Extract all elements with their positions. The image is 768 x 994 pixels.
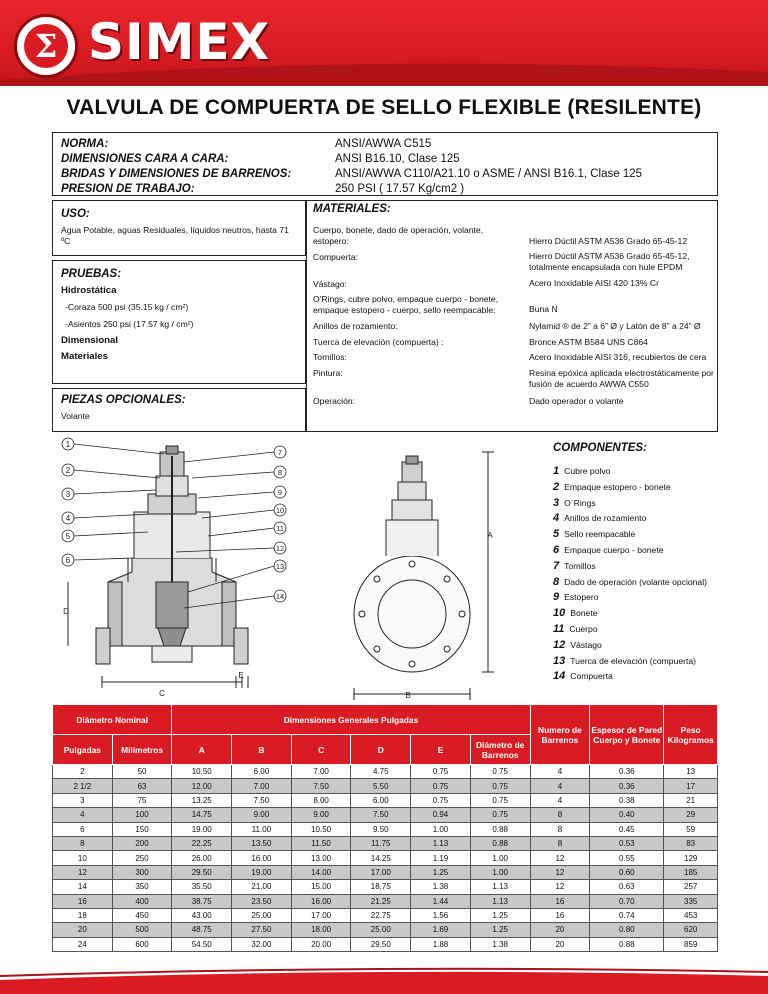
table-cell: 7.50 <box>351 808 411 822</box>
table-cell: 7.00 <box>291 765 351 779</box>
pruebas-dimensional: Dimensional <box>61 335 119 346</box>
dim-label-d: D <box>63 607 69 616</box>
component-item <box>553 464 707 480</box>
table-cell: 0.88 <box>590 937 664 951</box>
table-cell: 50 <box>112 765 172 779</box>
component-name: Compuerta <box>570 671 613 682</box>
uso-box <box>52 200 306 256</box>
table-cell: 7.50 <box>291 779 351 793</box>
table-row <box>53 908 718 922</box>
table-cell: 10 <box>53 851 113 865</box>
component-number: 14 <box>553 670 566 683</box>
table-cell: 4 <box>530 765 590 779</box>
spec-label: NORMA: <box>61 138 109 150</box>
table-cell: 0.75 <box>411 765 471 779</box>
table-cell: 16 <box>530 908 590 922</box>
component-number: 6 <box>553 543 560 556</box>
component-name: Tuerca de elevación (compuerta) <box>570 655 697 666</box>
table-cell: 43.00 <box>172 908 232 922</box>
header-milimetros: Milímetros <box>112 735 172 765</box>
table-cell: 26.00 <box>172 851 232 865</box>
table-cell: 1.38 <box>411 880 471 894</box>
material-spec: Acero Inoxidable AISI 316, recubiertos de cera <box>529 352 707 362</box>
table-row <box>53 851 718 865</box>
header-c: C <box>291 735 351 765</box>
table-cell: 27.50 <box>232 923 292 937</box>
component-item <box>553 622 707 638</box>
header-d: D <box>351 735 411 765</box>
table-cell: 20 <box>530 923 590 937</box>
table-cell: 19.00 <box>172 822 232 836</box>
callout-13: 13 <box>275 562 285 571</box>
table-cell: 1.56 <box>411 908 471 922</box>
material-spec: Hierro Dúctil ASTM A536 Grado 65-45-12, totalmente encapsulada con hule EPDM <box>529 251 690 272</box>
material-part: O'Rings, cubre polvo, empaque cuerpo - bonete, empaque estopero - cuerpo, sello reempacable: <box>313 294 499 315</box>
uso-text: Agua Potable, aguas Residuales, líquidos neutros, hasta 71 ºC <box>61 225 289 246</box>
callout-14: 14 <box>275 592 285 601</box>
table-row <box>53 865 718 879</box>
table-cell: 18.00 <box>291 923 351 937</box>
table-cell: 1.44 <box>411 894 471 908</box>
header-diam-nominal: Diámetro Nominal <box>53 705 172 735</box>
header-dims-generales: Dimensiones Generales Pulgadas <box>172 705 530 735</box>
table-cell: 8 <box>53 836 113 850</box>
table-cell: 0.70 <box>590 894 664 908</box>
component-name: Vástago <box>570 639 602 650</box>
table-cell: 1.00 <box>411 822 471 836</box>
spec-label: BRIDAS Y DIMENSIONES DE BARRENOS: <box>61 168 292 180</box>
component-number: 8 <box>553 575 560 588</box>
table-cell: 48.75 <box>172 923 232 937</box>
table-row <box>53 808 718 822</box>
table-cell: 5.50 <box>351 779 411 793</box>
table-cell: 4 <box>530 793 590 807</box>
table-cell: 14 <box>53 880 113 894</box>
table-cell: 0.36 <box>590 765 664 779</box>
spec-label: DIMENSIONES CARA A CARA: <box>61 153 229 165</box>
table-cell: 400 <box>112 894 172 908</box>
pruebas-asientos: -Asientos 250 psi (17.57 kg / cm²) <box>65 319 194 329</box>
spec-value: ANSI B16.10, Clase 125 <box>335 153 460 165</box>
table-cell: 25.00 <box>351 923 411 937</box>
pruebas-coraza: -Coraza 500 psi (35.15 kg / cm²) <box>65 302 189 312</box>
component-number: 13 <box>553 654 566 667</box>
table-cell: 18 <box>53 908 113 922</box>
pruebas-box <box>52 260 306 384</box>
table-cell: 20 <box>53 923 113 937</box>
material-part: Pintura: <box>313 368 343 378</box>
component-name: Cuerpo <box>569 623 598 634</box>
header-espesor: Espesor de Pared Cuerpo y Bonete <box>590 705 664 765</box>
component-name: O´Rings <box>564 497 596 508</box>
table-cell: 1.13 <box>411 836 471 850</box>
table-cell: 257 <box>664 880 718 894</box>
valve-drawing <box>52 432 522 702</box>
table-cell: 300 <box>112 865 172 879</box>
table-cell: 0.36 <box>590 779 664 793</box>
material-spec: Nylamid ® de 2” a 6” Ø y Latón de 8” a 24” Ø <box>529 321 701 331</box>
dimensions-table <box>52 704 718 952</box>
table-row <box>53 894 718 908</box>
component-name: Anillos de rozamiento <box>564 513 647 524</box>
table-row <box>53 779 718 793</box>
table-cell: 16.00 <box>232 851 292 865</box>
table-cell: 1.25 <box>411 865 471 879</box>
material-spec: Acero Inoxidable AISI 420 13% Cr <box>529 278 659 288</box>
footer-band <box>0 966 768 994</box>
table-cell: 14.75 <box>172 808 232 822</box>
table-cell: 6 <box>53 822 113 836</box>
table-cell: 185 <box>664 865 718 879</box>
header-a: A <box>172 735 232 765</box>
table-cell: 12 <box>530 865 590 879</box>
material-spec: Hierro Dúctil ASTM A536 Grado 65-45-12 <box>529 236 688 246</box>
component-name: Empaque cuerpo - bonete <box>564 544 664 555</box>
spec-labels <box>61 137 291 197</box>
component-item <box>553 590 707 606</box>
table-cell: 1.69 <box>411 923 471 937</box>
header-num-barrenos: Numero de Barrenos <box>530 705 590 765</box>
component-name: Estopero <box>564 592 599 603</box>
dim-label-c: C <box>159 689 165 698</box>
table-cell: 16 <box>53 894 113 908</box>
spec-values <box>335 137 642 197</box>
table-cell: 3 <box>53 793 113 807</box>
table-cell: 450 <box>112 908 172 922</box>
table-cell: 17.00 <box>291 908 351 922</box>
component-number: 9 <box>553 591 560 604</box>
table-cell: 35.50 <box>172 880 232 894</box>
spec-label: PRESION DE TRABAJO: <box>61 183 195 195</box>
table-cell: 13.50 <box>232 836 292 850</box>
table-cell: 59 <box>664 822 718 836</box>
callout-5: 5 <box>65 532 71 541</box>
table-cell: 16 <box>530 894 590 908</box>
material-part: Vástago: <box>313 279 347 289</box>
componentes-list <box>553 464 707 685</box>
material-part: Tuerca de elevación (compuerta) : <box>313 337 444 347</box>
component-number: 1 <box>553 465 560 477</box>
header-pulgadas: Pulgadas <box>53 735 113 765</box>
table-cell: 13 <box>664 765 718 779</box>
callout-10: 10 <box>275 506 285 515</box>
header-b: B <box>232 735 292 765</box>
table-cell: 2 1/2 <box>53 779 113 793</box>
brand-header <box>0 0 768 86</box>
component-number: 12 <box>553 638 566 651</box>
header-e: E <box>411 735 471 765</box>
material-part: Anillos de rozamiento: <box>313 321 398 331</box>
table-cell: 32.00 <box>232 937 292 951</box>
table-cell: 7.00 <box>232 779 292 793</box>
table-cell: 0.88 <box>470 822 530 836</box>
component-item <box>553 575 707 591</box>
table-cell: 8.00 <box>291 793 351 807</box>
table-cell: 8 <box>530 808 590 822</box>
table-cell: 12 <box>53 865 113 879</box>
uso-heading: USO: <box>61 208 90 220</box>
component-name: Empaque estopero - bonete <box>564 481 671 492</box>
table-cell: 0.75 <box>411 779 471 793</box>
table-row <box>53 822 718 836</box>
table-cell: 22.75 <box>351 908 411 922</box>
table-cell: 17 <box>664 779 718 793</box>
table-cell: 1.00 <box>470 865 530 879</box>
pruebas-heading: PRUEBAS: <box>61 268 122 280</box>
table-cell: 350 <box>112 880 172 894</box>
table-cell: 63 <box>112 779 172 793</box>
callout-1: 1 <box>65 440 71 449</box>
table-cell: 0.45 <box>590 822 664 836</box>
table-cell: 1.38 <box>470 937 530 951</box>
table-cell: 11.75 <box>351 836 411 850</box>
table-cell: 6.00 <box>232 765 292 779</box>
callout-9: 9 <box>277 488 283 497</box>
table-cell: 9.50 <box>351 822 411 836</box>
header-diam-barrenos: Diámetro de Barrenos <box>470 735 530 765</box>
table-row <box>53 793 718 807</box>
table-cell: 0.40 <box>590 808 664 822</box>
table-cell: 250 <box>112 851 172 865</box>
table-cell: 1.13 <box>470 880 530 894</box>
table-cell: 20.00 <box>291 937 351 951</box>
brand-name: SIMEX <box>88 13 271 71</box>
table-cell: 24 <box>53 937 113 951</box>
table-cell: 11.50 <box>291 836 351 850</box>
table-cell: 100 <box>112 808 172 822</box>
component-number: 2 <box>553 480 560 493</box>
component-name: Cubre polvo <box>564 466 611 476</box>
logo-icon <box>14 14 78 78</box>
component-name: Dado de operación (volante opcional) <box>564 576 707 587</box>
table-cell: 4 <box>530 779 590 793</box>
table-cell: 12 <box>530 851 590 865</box>
table-cell: 12 <box>530 880 590 894</box>
component-number: 4 <box>553 512 560 525</box>
component-number: 11 <box>553 622 565 635</box>
callout-12: 12 <box>275 544 285 553</box>
table-cell: 6.00 <box>351 793 411 807</box>
table-cell: 23.50 <box>232 894 292 908</box>
table-cell: 13.00 <box>291 851 351 865</box>
material-part: Operación: <box>313 396 356 406</box>
table-cell: 600 <box>112 937 172 951</box>
material-part: Compuerta: <box>313 252 358 262</box>
component-item <box>553 543 707 559</box>
table-row <box>53 765 718 779</box>
callout-2: 2 <box>65 466 71 475</box>
callout-3: 3 <box>65 490 71 499</box>
table-cell: 19.00 <box>232 865 292 879</box>
table-cell: 0.74 <box>590 908 664 922</box>
dimensions-table-body <box>53 765 718 952</box>
component-item <box>553 606 707 622</box>
material-part: Tornillos: <box>313 352 347 362</box>
component-name: Bonete <box>570 608 598 619</box>
table-cell: 10.50 <box>291 822 351 836</box>
componentes-heading: COMPONENTES: <box>553 442 647 454</box>
opcionales-heading: PIEZAS OPCIONALES: <box>61 394 186 406</box>
material-spec: Buna N <box>529 304 558 314</box>
spec-value: ANSI/AWWA C110/A21.10 o ASME / ANSI B16.1, Clase 125 <box>335 168 643 180</box>
table-cell: 14.25 <box>351 851 411 865</box>
table-cell: 0.75 <box>411 793 471 807</box>
page-title: VALVULA DE COMPUERTA DE SELLO FLEXIBLE (RESILENTE) <box>66 96 702 119</box>
table-cell: 129 <box>664 851 718 865</box>
table-cell: 75 <box>112 793 172 807</box>
spec-value: ANSI/AWWA C515 <box>335 138 432 150</box>
callout-7: 7 <box>277 448 283 457</box>
table-cell: 0.80 <box>590 923 664 937</box>
table-cell: 0.38 <box>590 793 664 807</box>
table-cell: 0.53 <box>590 836 664 850</box>
component-item <box>553 638 707 654</box>
component-item <box>553 480 707 496</box>
table-cell: 1.19 <box>411 851 471 865</box>
table-cell: 2 <box>53 765 113 779</box>
table-cell: 25.00 <box>232 908 292 922</box>
table-cell: 0.75 <box>470 808 530 822</box>
table-cell: 22.25 <box>172 836 232 850</box>
component-number: 10 <box>553 607 566 620</box>
table-cell: 200 <box>112 836 172 850</box>
table-row <box>53 880 718 894</box>
component-name: Sello reempacable <box>564 529 636 540</box>
table-cell: 453 <box>664 908 718 922</box>
table-cell: 0.75 <box>470 779 530 793</box>
component-item <box>553 559 707 575</box>
table-cell: 0.94 <box>411 808 471 822</box>
table-cell: 21 <box>664 793 718 807</box>
dim-label-e: E <box>238 671 244 680</box>
component-number: 7 <box>553 559 560 572</box>
table-cell: 29.50 <box>172 865 232 879</box>
table-cell: 1.25 <box>470 908 530 922</box>
table-cell: 18.75 <box>351 880 411 894</box>
table-cell: 10.50 <box>172 765 232 779</box>
table-cell: 7.50 <box>232 793 292 807</box>
pruebas-materiales: Materiales <box>61 351 108 362</box>
table-cell: 0.75 <box>470 765 530 779</box>
opcionales-box <box>52 388 306 432</box>
table-cell: 150 <box>112 822 172 836</box>
table-cell: 4.75 <box>351 765 411 779</box>
table-cell: 17.00 <box>351 865 411 879</box>
table-cell: 38.75 <box>172 894 232 908</box>
material-spec: Dado operador o volante <box>529 396 624 406</box>
table-row <box>53 836 718 850</box>
table-cell: 54.50 <box>172 937 232 951</box>
table-cell: 29 <box>664 808 718 822</box>
table-row <box>53 923 718 937</box>
material-spec: Bronce ASTM B584 UNS C864 <box>529 337 648 347</box>
table-cell: 8 <box>530 822 590 836</box>
component-name: Tornillos <box>564 560 596 571</box>
table-cell: 620 <box>664 923 718 937</box>
table-cell: 0.60 <box>590 865 664 879</box>
table-cell: 15.00 <box>291 880 351 894</box>
callout-8: 8 <box>277 468 283 477</box>
component-item <box>553 669 707 685</box>
pruebas-hidro: Hidrostática <box>61 285 117 296</box>
table-cell: 83 <box>664 836 718 850</box>
table-cell: 4 <box>53 808 113 822</box>
callout-11: 11 <box>276 524 284 533</box>
table-cell: 0.75 <box>470 793 530 807</box>
component-item <box>553 527 707 543</box>
callout-4: 4 <box>65 514 71 523</box>
table-cell: 1.88 <box>411 937 471 951</box>
table-cell: 9.00 <box>291 808 351 822</box>
component-item <box>553 654 707 670</box>
table-cell: 1.00 <box>470 851 530 865</box>
table-cell: 1.13 <box>470 894 530 908</box>
component-item <box>553 511 707 527</box>
dim-label-a: A <box>487 531 493 540</box>
table-cell: 500 <box>112 923 172 937</box>
table-cell: 859 <box>664 937 718 951</box>
sigma-glyph: Σ <box>24 24 68 68</box>
table-cell: 0.55 <box>590 851 664 865</box>
material-part: Cuerpo, bonete, dado de operación, volante, estopero: <box>313 225 484 246</box>
table-cell: 0.63 <box>590 880 664 894</box>
material-spec: Resina epóxica aplicada electrostáticamente por fusión de acuerdo AWWA C550 <box>529 368 714 389</box>
materiales-box <box>306 200 718 432</box>
materiales-heading: MATERIALES: <box>313 203 391 215</box>
header-peso: Peso Kilogramos <box>664 705 718 765</box>
table-cell: 8 <box>530 836 590 850</box>
table-cell: 11.00 <box>232 822 292 836</box>
opcionales-text: Volante <box>61 411 90 421</box>
spec-value: 250 PSI ( 17.57 Kg/cm2 ) <box>335 183 465 195</box>
table-row <box>53 937 718 951</box>
table-cell: 12.00 <box>172 779 232 793</box>
table-cell: 21.00 <box>232 880 292 894</box>
dim-label-b: B <box>405 691 411 700</box>
table-cell: 16.00 <box>291 894 351 908</box>
table-cell: 9.00 <box>232 808 292 822</box>
table-cell: 13.25 <box>172 793 232 807</box>
component-number: 3 <box>553 496 560 509</box>
table-cell: 14.00 <box>291 865 351 879</box>
table-cell: 335 <box>664 894 718 908</box>
component-item <box>553 496 707 512</box>
component-number: 5 <box>553 528 560 541</box>
spec-box <box>52 132 718 196</box>
table-cell: 0.88 <box>470 836 530 850</box>
table-cell: 29.50 <box>351 937 411 951</box>
table-cell: 1.25 <box>470 923 530 937</box>
table-cell: 20 <box>530 937 590 951</box>
table-cell: 21.25 <box>351 894 411 908</box>
callout-6: 6 <box>65 556 71 565</box>
